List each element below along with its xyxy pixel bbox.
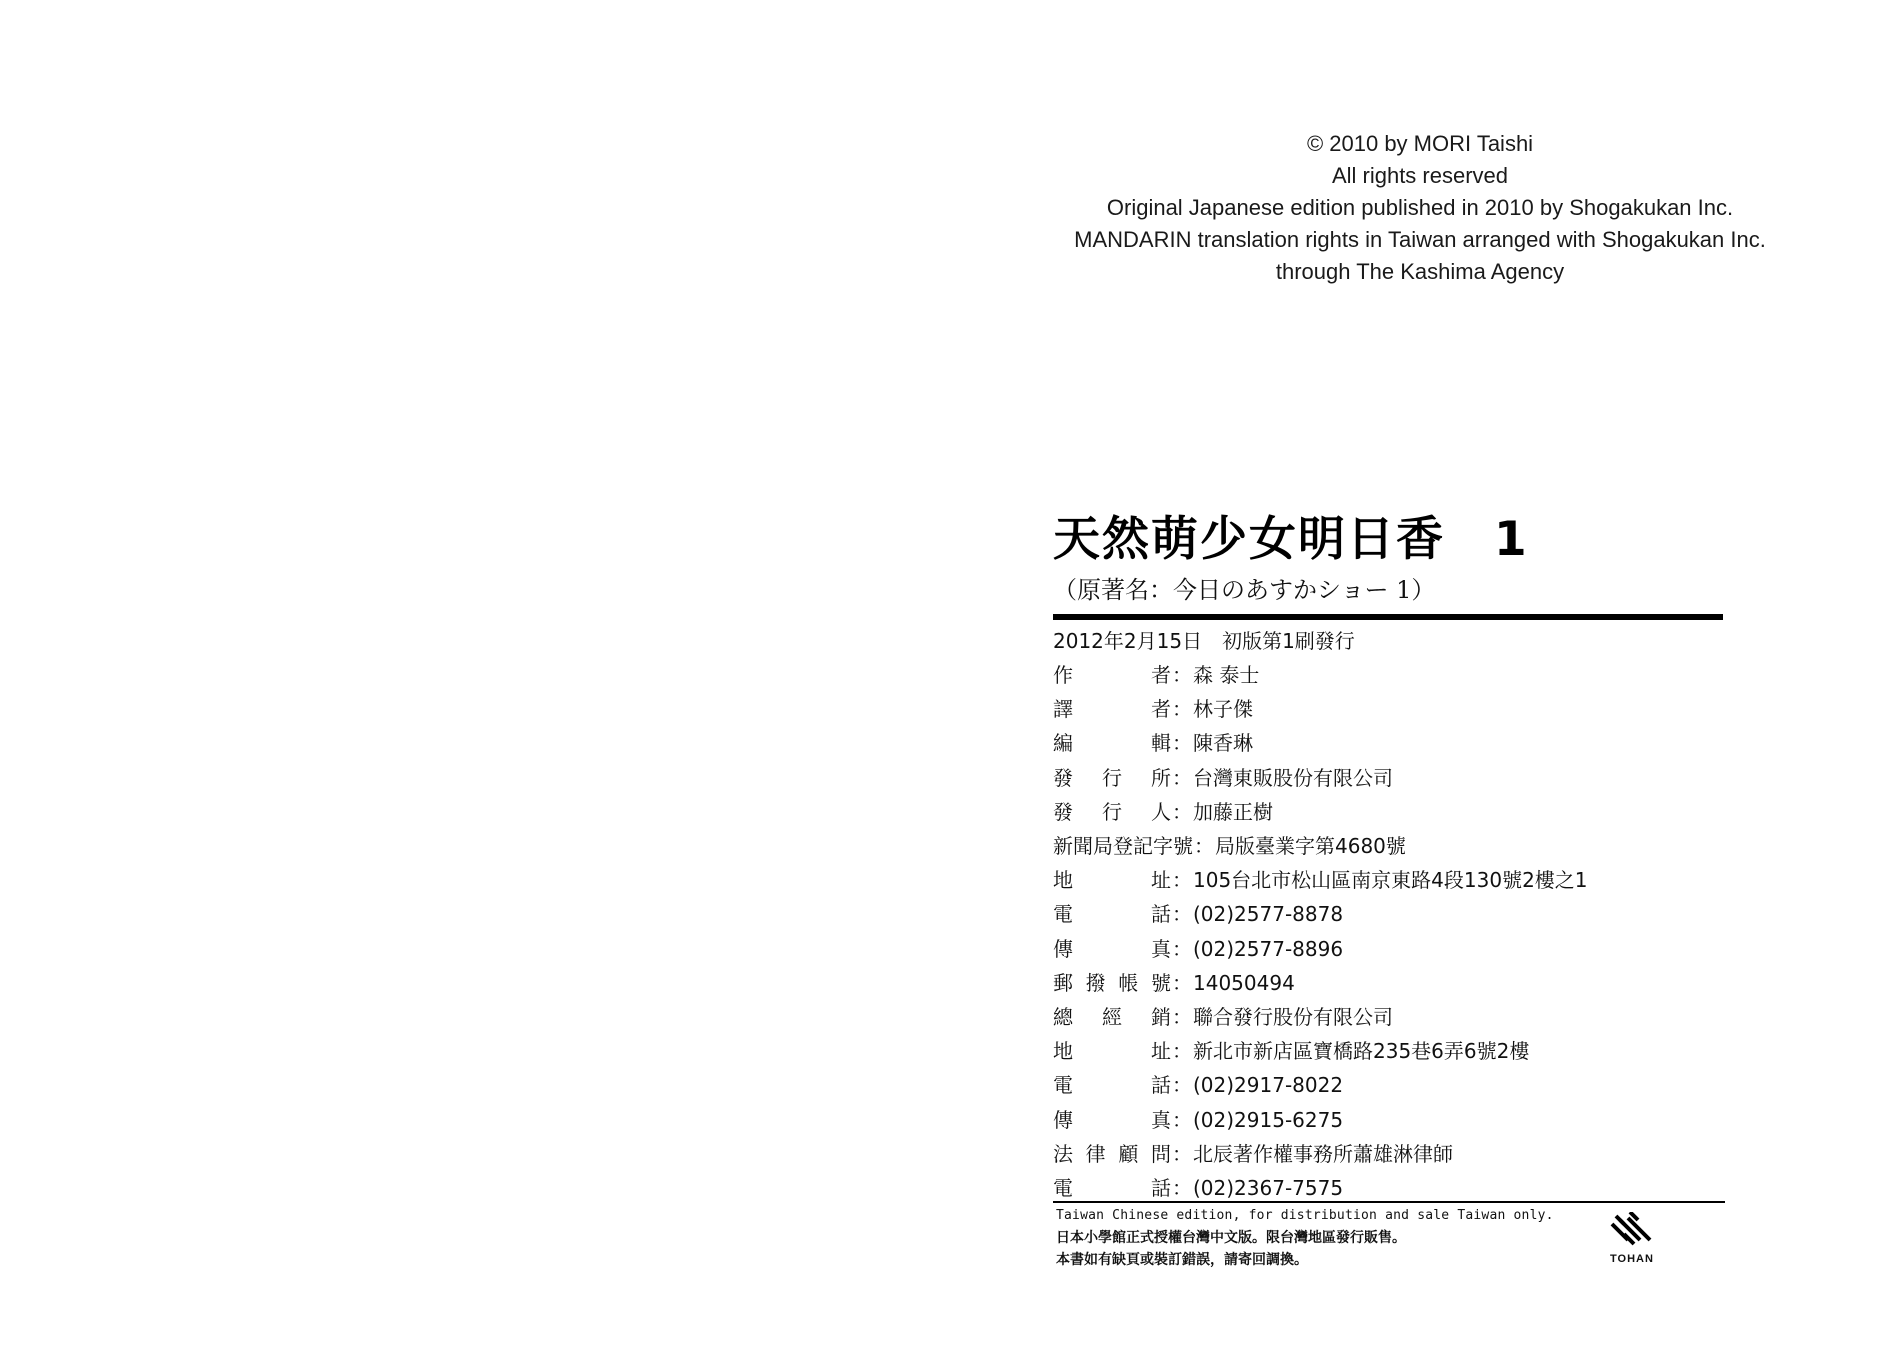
info-row [1053,726,1723,760]
info-colon: ： [1172,1107,1192,1132]
info-row [1053,1034,1723,1068]
info-row [1053,863,1723,897]
info-value: (02)2917-8022 [1193,1073,1344,1098]
info-value: (02)2577-8878 [1193,902,1344,927]
info-value: 新北市新店區寶橋路235巷6弄6號2樓 [1193,1039,1530,1064]
info-row [1053,966,1723,1000]
info-label: 傳 真 [1053,1107,1171,1132]
info-colon: ： [1172,970,1192,995]
footer-notes [1056,1205,1554,1271]
info-colon: ： [1172,1073,1192,1098]
copyright-line: © 2010 by MORI Taishi [1306,131,1534,156]
info-value: 14050494 [1193,970,1295,995]
info-colon: ： [1172,1039,1192,1064]
publisher-logo [1604,1212,1660,1265]
info-row [1053,932,1723,966]
logo-text: TOHAN [1610,1253,1654,1265]
info-row [1053,795,1723,829]
info-value: 加藤正樹 [1193,799,1273,824]
publication-info-list [1053,658,1723,1205]
info-row [1053,829,1723,863]
info-label: 發 行 人 [1053,799,1171,824]
copyright-line: through The Kashima Agency [1275,259,1565,284]
info-label: 發 行 所 [1053,765,1171,790]
info-colon: ： [1172,663,1192,687]
info-row [1053,1068,1723,1102]
info-value: (02)2577-8896 [1193,936,1344,961]
info-value: 陳香琳 [1193,731,1253,756]
info-value: 聯合發行股份有限公司 [1193,1005,1393,1030]
distribution-note: Taiwan Chinese edition, for distribution and sale Taiwan only. [1056,1208,1554,1223]
info-colon: ： [1172,731,1192,756]
info-colon: ： [1172,697,1192,722]
info-value: 台灣東販股份有限公司 [1193,765,1393,790]
info-row [1053,1103,1723,1137]
info-row [1053,1137,1723,1171]
info-colon: ： [1172,799,1192,824]
defect-note: 本書如有缺頁或裝訂錯誤，請寄回調換。 [1056,1252,1308,1268]
info-value: 北辰著作權事務所蕭雄淋律師 [1193,1141,1453,1166]
info-label: 編 輯 [1053,731,1171,756]
footer-divider [1053,1201,1725,1203]
info-value: (02)2915-6275 [1193,1107,1344,1132]
info-colon: ： [1172,765,1192,790]
original-title: （原著名：今日のあすかショー 1） [1053,576,1436,604]
info-value: 森 泰士 [1193,663,1260,687]
info-value: 林子傑 [1193,697,1253,722]
info-label: 地 址 [1053,1039,1171,1064]
info-row [1053,692,1723,726]
info-colon: ： [1172,902,1192,927]
edition-date: 2012年2月15日 初版第1刷發行 [1053,629,1355,653]
info-label: 傳 真 [1053,936,1171,961]
info-row [1053,658,1723,692]
info-value: 局版臺業字第4680號 [1215,834,1406,859]
info-colon: ： [1172,1005,1192,1030]
info-colon: ： [1172,1141,1192,1166]
info-label: 電 話 [1053,1176,1171,1201]
copyright-line: Original Japanese edition published in 2010 by Shogakukan Inc. [1106,195,1734,220]
info-value: (02)2367-7575 [1193,1176,1344,1201]
license-note: 日本小學館正式授權台灣中文版。限台灣地區發行販售。 [1056,1230,1406,1246]
info-colon: ： [1172,936,1192,961]
info-row [1053,897,1723,931]
info-label: 電 話 [1053,1073,1171,1098]
info-row [1053,1000,1723,1034]
info-label: 郵撥帳號 [1053,970,1171,995]
title-divider [1053,614,1723,620]
info-label: 電 話 [1053,902,1171,927]
info-colon: ： [1172,868,1192,893]
info-label: 地 址 [1053,868,1171,893]
tohan-logo-icon [1610,1212,1654,1252]
info-label: 總 經 銷 [1053,1005,1171,1030]
info-value: 105台北市松山區南京東路4段130號2樓之1 [1193,868,1588,893]
info-label: 新聞局登記字號 [1053,834,1193,859]
info-label: 作 者 [1053,663,1171,687]
colophon [1053,510,1723,1205]
info-row [1053,761,1723,795]
copyright-line: All rights reserved [1331,163,1509,188]
info-colon: ： [1172,1176,1192,1201]
info-colon: ： [1194,834,1214,859]
info-label: 譯 者 [1053,697,1171,722]
info-label: 法律顧問 [1053,1141,1171,1166]
copyright-notice [1060,128,1780,288]
book-title: 天然萌少女明日香 1 [1053,512,1529,567]
copyright-line: MANDARIN translation rights in Taiwan arranged with Shogakukan Inc. [1074,227,1766,252]
